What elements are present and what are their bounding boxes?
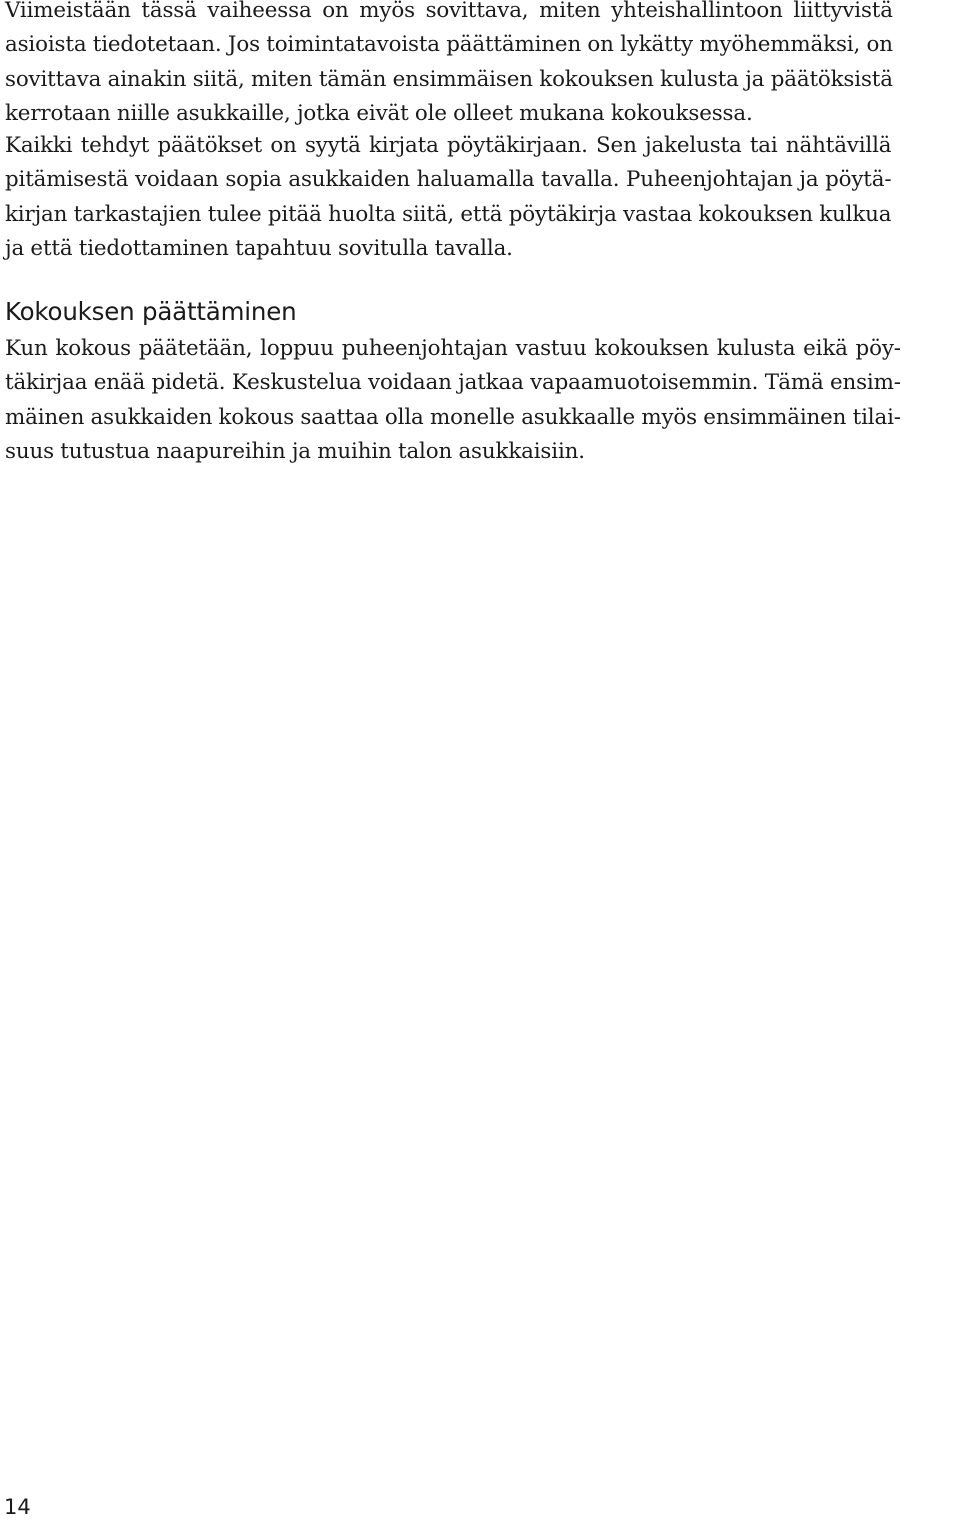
paragraph-communication bbox=[5, 0, 893, 132]
text-line: Kun kokous päätetään, loppuu puheenjohtajan vastuu kokouksen kulusta eikä pöy- bbox=[5, 336, 901, 361]
text-line: mäinen asukkaiden kokous saattaa olla monelle asukkaalle myös ensimmäinen tilai- bbox=[5, 404, 901, 430]
text-line: asioista tiedotetaan. Jos toimintatavoista päättäminen on lykätty myöhemmäksi, on bbox=[5, 32, 893, 58]
text-line: ja että tiedottaminen tapahtuu sovitulla tavalla. bbox=[5, 236, 513, 262]
text-line: kirjan tarkastajien tulee pitää huolta siitä, että pöytäkirja vastaa kokouksen kulkua bbox=[5, 201, 892, 227]
text-line: kerrotaan niille asukkaille, jotka eivät ole olleet mukana kokouksessa. bbox=[5, 101, 753, 127]
paragraph-minutes bbox=[5, 129, 891, 267]
text-line: sovittava ainakin siitä, miten tämän ensimmäisen kokouksen kulusta ja päätöksistä bbox=[5, 66, 893, 92]
text-line: pitämisestä voidaan sopia asukkaiden haluamalla tavalla. Puheenjohtajan ja pöytä- bbox=[5, 167, 892, 193]
section-heading: Kokouksen päättäminen bbox=[5, 297, 297, 326]
page-number: 14 bbox=[4, 1495, 31, 1519]
text-line: täkirjaa enää pidetä. Keskustelua voidaan jatkaa vapaamuotoisemmin. Tämä ensim- bbox=[5, 370, 901, 396]
text-line: Kaikki tehdyt päätökset on syytä kirjata pöytäkirjaan. Sen jakelusta tai nähtävillä bbox=[5, 133, 892, 158]
text-line: suus tutustua naapureihin ja muihin talon asukkaisiin. bbox=[5, 439, 585, 465]
text-line: Viimeistään tässä vaiheessa on myös sovittava, miten yhteishallintoon liittyvistä bbox=[5, 0, 893, 23]
paragraph-closing-meeting bbox=[5, 332, 901, 470]
